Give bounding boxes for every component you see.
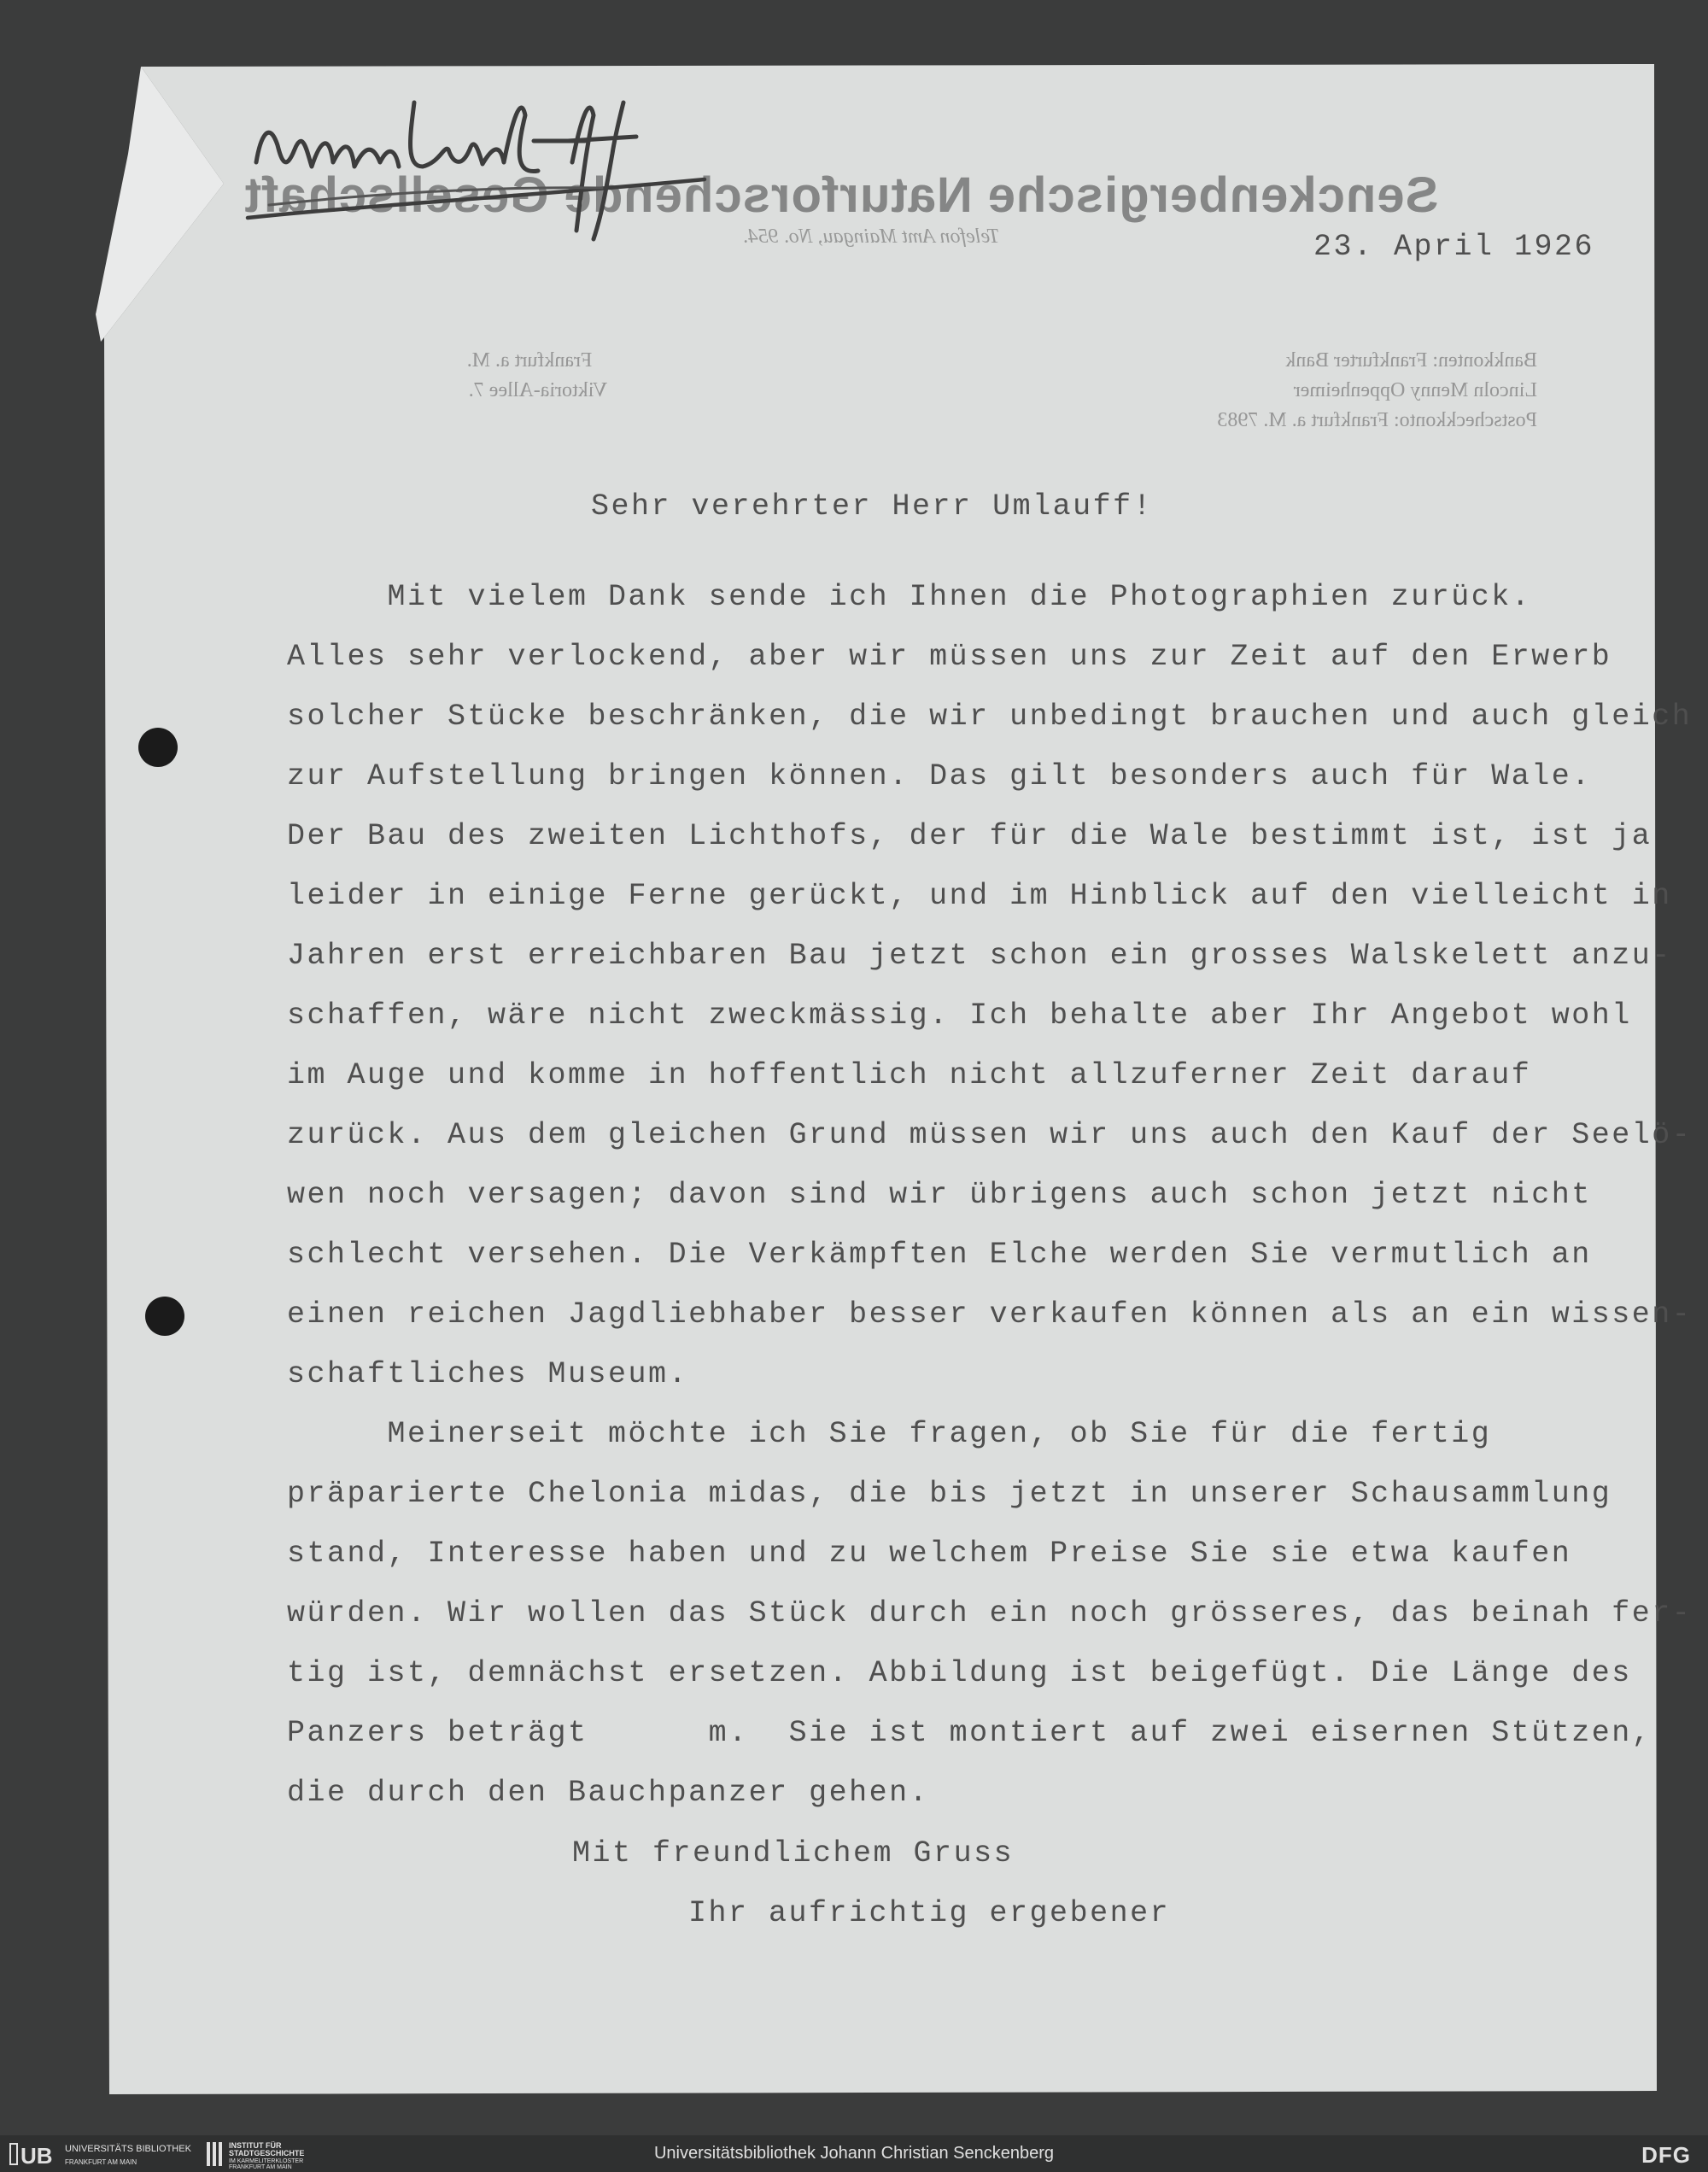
letterhead-phone-mirrored: Telefon Amt Maingau, No. 954. (742, 225, 1000, 248)
letter-body-line: Alles sehr verlockend, aber wir müssen uns zur Zeit auf den Erwerb (287, 640, 1612, 674)
letter-body-line: würden. Wir wollen das Stück durch ein noch grösseres, das beinah fer- (287, 1596, 1693, 1630)
letter-body-line: zurück. Aus dem gleichen Grund müssen wir uns auch den Kauf der Seelö- (287, 1118, 1693, 1152)
svg-text:IM KARMELITERKLOSTER: IM KARMELITERKLOSTER (229, 2158, 304, 2164)
letter-body-line: im Auge und komme in hoffentlich nicht allzuferner Zeit darauf (287, 1058, 1532, 1092)
letter-date: 23. April 1926 (1313, 230, 1595, 264)
svg-text:STADTGESCHICHTE: STADTGESCHICHTE (229, 2149, 305, 2157)
letter-body-line: Der Bau des zweiten Lichthofs, der für die Wale bestimmt ist, ist ja (287, 819, 1652, 853)
svg-text:UB: UB (20, 2143, 53, 2169)
letterhead-city-mirrored: Frankfurt a. M. (466, 349, 593, 372)
letter-body-line: die durch den Bauchpanzer gehen. (287, 1776, 930, 1810)
footer-library-name: Universitätsbibliothek Johann Christian Senckenberg (653, 2144, 1055, 2163)
svg-text:INSTITUT FÜR: INSTITUT FÜR (229, 2141, 282, 2150)
letter-body-line: einen reichen Jagdliebhaber besser verkaufen können als an ein wissen- (287, 1297, 1693, 1332)
letterhead-bank-line2-mirrored: Lincoln Menny Oppenheimer (1293, 379, 1537, 401)
letter-body-line: Mit vielem Dank sende ich Ihnen die Photographien zurück. (287, 580, 1532, 614)
letterhead-bank-line3-mirrored: Postscheckkonto: Frankfurt a. M. 7983 (1217, 409, 1537, 431)
letter-closing: Mit freundlichem Gruss (572, 1836, 1015, 1870)
letter-body-line: wen noch versagen; davon sind wir übrigens auch schon jetzt nicht (287, 1178, 1592, 1212)
svg-text:FRANKFURT AM MAIN: FRANKFURT AM MAIN (65, 2158, 137, 2166)
letter-body-line: präparierte Chelonia midas, die bis jetzt in unserer Schausammlung (287, 1477, 1612, 1511)
letterhead-street-mirrored: Viktoria-Allee 7. (468, 379, 608, 401)
letter-body-line: schlecht versehen. Die Verkämpften Elche werden Sie vermutlich an (287, 1238, 1592, 1272)
letter-body-line: zur Aufstellung bringen können. Das gilt besonders auch für Wale. (287, 759, 1592, 793)
letter-body-line: schaffen, wäre nicht zweckmässig. Ich behalte aber Ihr Angebot wohl (287, 998, 1632, 1033)
letter-body-line: Jahren erst erreichbaren Bau jetzt schon ein grosses Walskelett anzu- (287, 939, 1672, 973)
letter-greeting: Sehr verehrter Herr Umlauff! (591, 489, 1154, 524)
letter-body-line: solcher Stücke beschränken, die wir unbedingt brauchen und auch gleich (287, 700, 1693, 734)
handwritten-umlauff (243, 68, 722, 256)
dfg-logo: DFG (1641, 2142, 1691, 2168)
letter-closing-signature-line: Ihr aufrichtig ergebener (688, 1896, 1171, 1930)
letter-body-line: tig ist, demnächst ersetzen. Abbildung ist beigefügt. Die Länge des (287, 1656, 1632, 1690)
letter-body-line: Meinerseit möchte ich Sie fragen, ob Sie für die fertig (287, 1417, 1492, 1451)
letter-body-line: schaftliches Museum. (287, 1357, 689, 1391)
letter-body-line: Panzers beträgt m. Sie ist montiert auf zwei eisernen Stützen, (287, 1716, 1652, 1750)
punch-hole-bottom (145, 1297, 184, 1336)
punch-hole-top (138, 728, 178, 767)
letterhead-title-mirrored: Senckenbergische Naturforschende Gesellschaft (243, 167, 1439, 223)
svg-text:UNIVERSITÄTS BIBLIOTHEK: UNIVERSITÄTS BIBLIOTHEK (65, 2144, 191, 2154)
letterhead-bank-line1-mirrored: Bankkonten: Frankfurter Bank (1285, 349, 1537, 372)
letter-body-line: leider in einige Ferne gerückt, und im Hinblick auf den vielleicht in (287, 879, 1672, 913)
svg-text:FRANKFURT AM MAIN: FRANKFURT AM MAIN (229, 2164, 292, 2169)
letter-body-line: stand, Interesse haben und zu welchem Preise Sie sie etwa kaufen (287, 1537, 1572, 1571)
